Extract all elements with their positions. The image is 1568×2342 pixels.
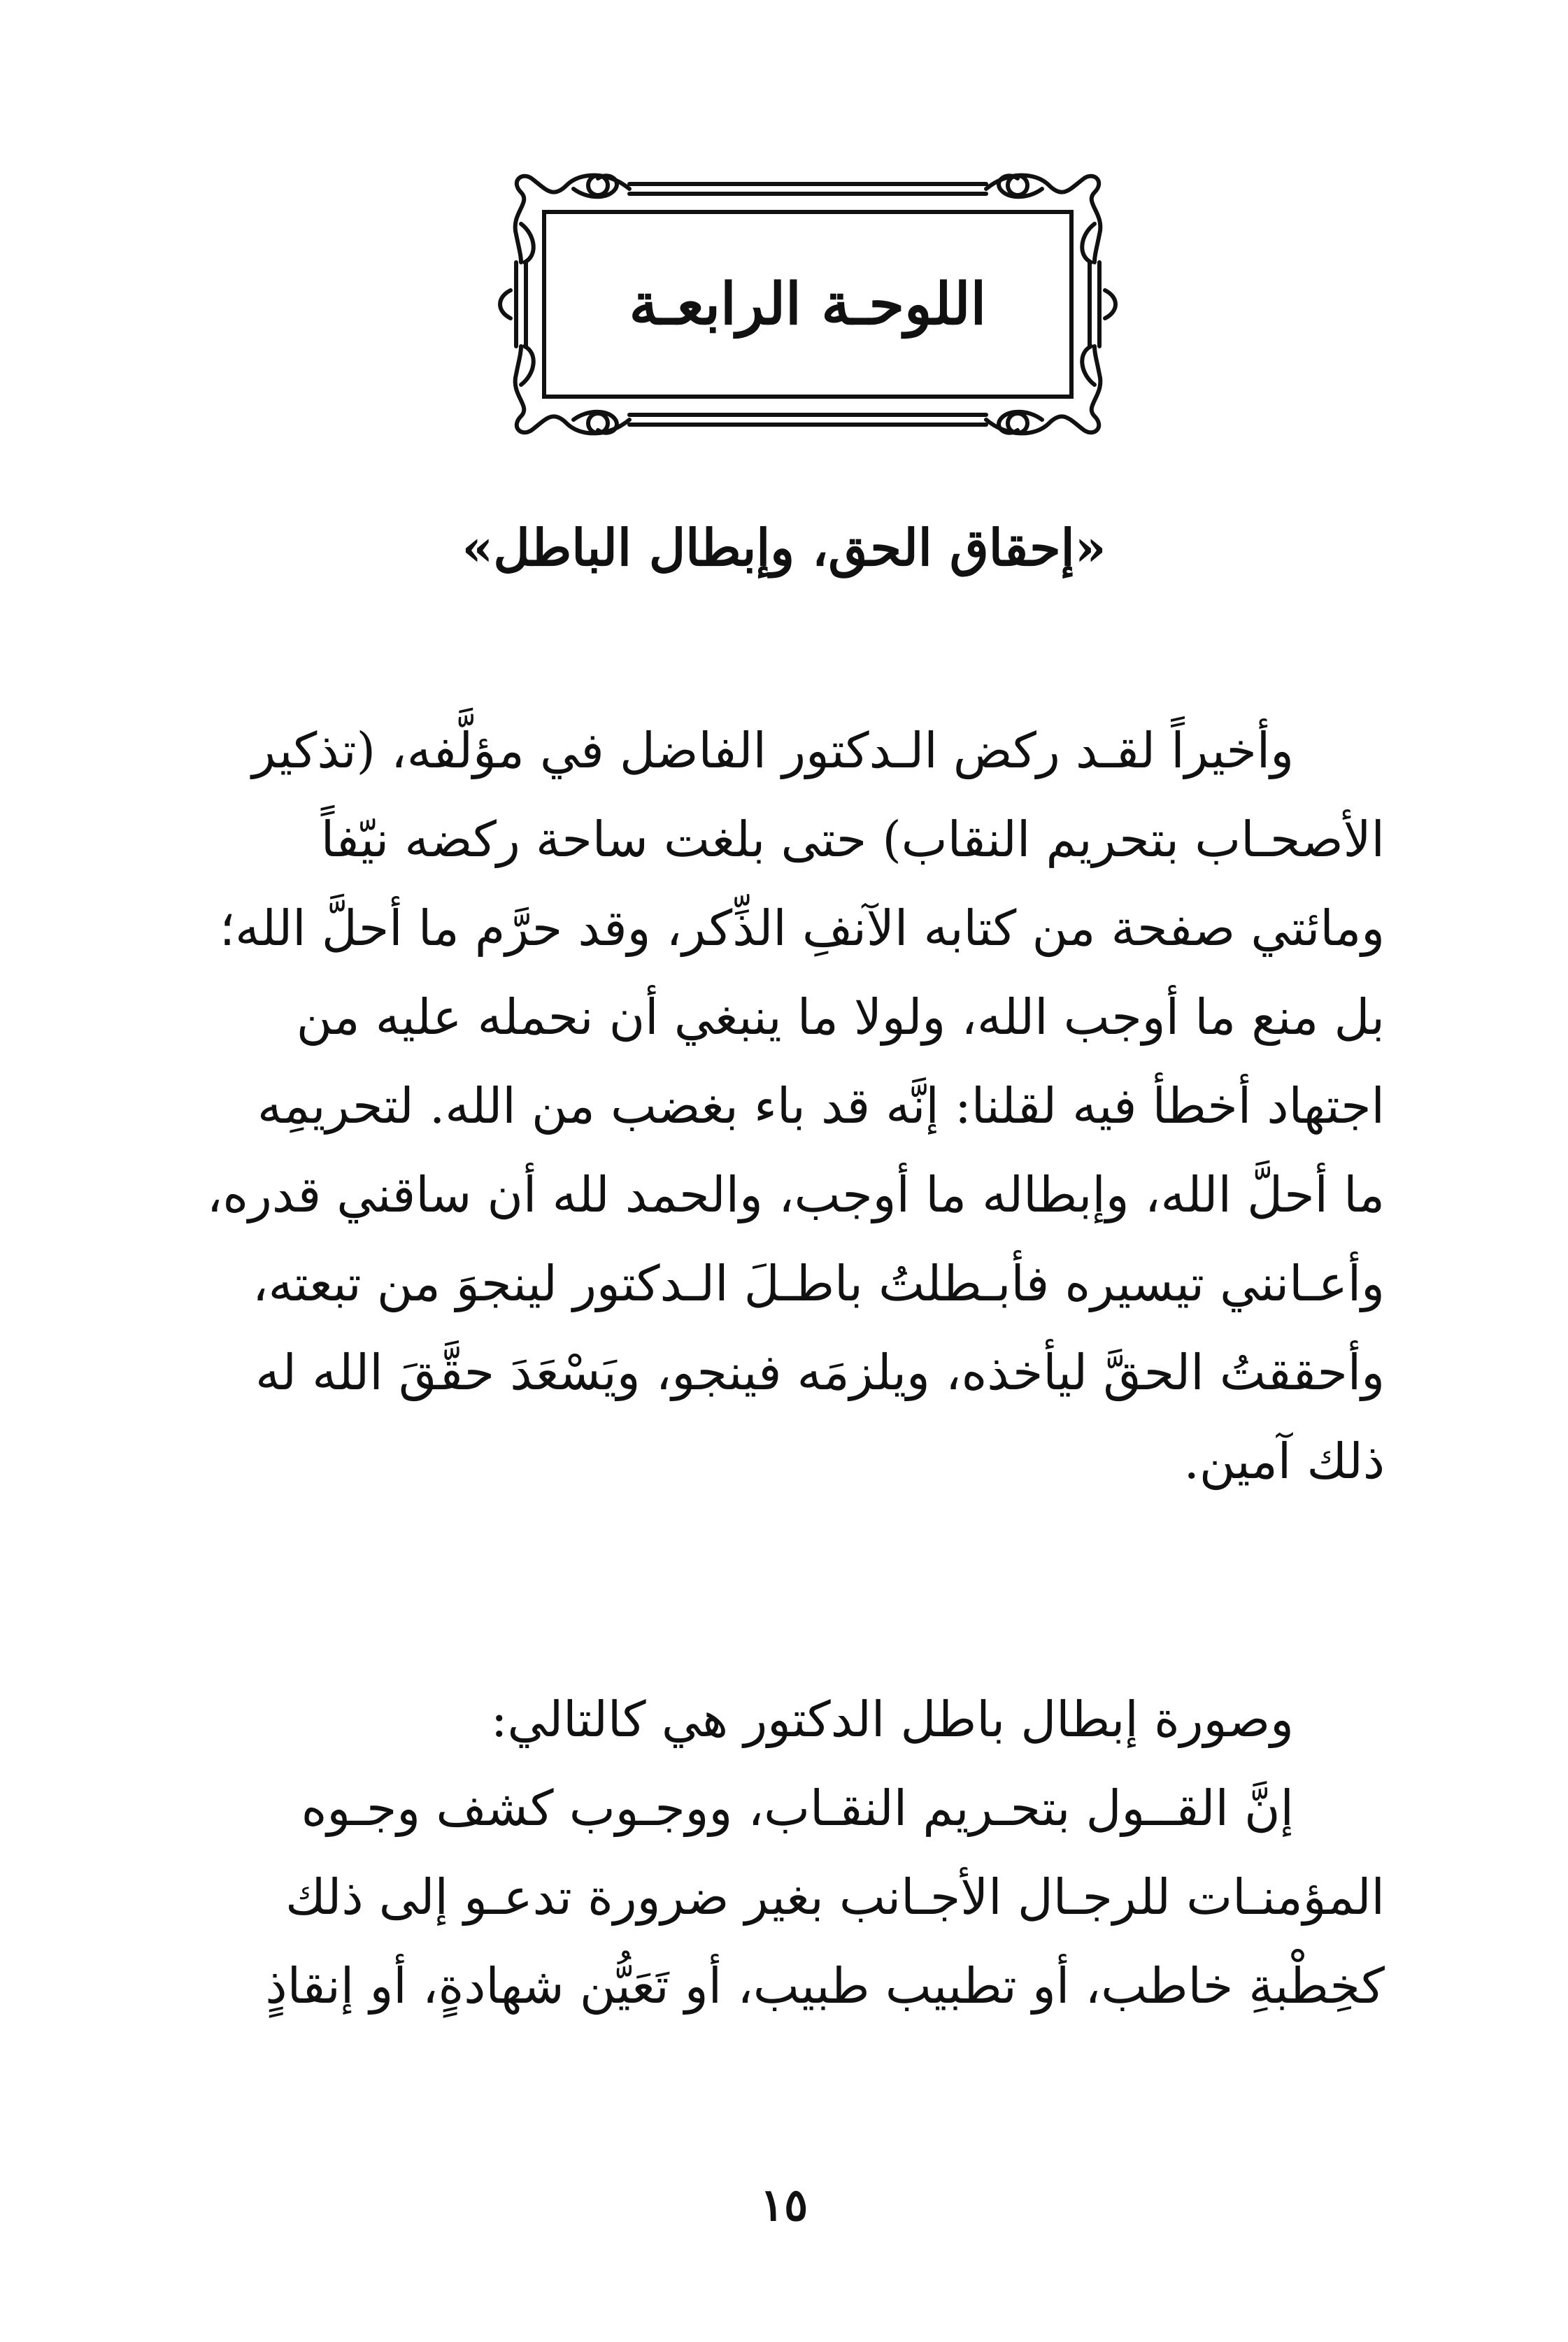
text-line: كخِطْبةِ خاطب، أو تطبيب طبيب، أو تَعَيُّن شهادةٍ، أو إنقاذٍ [265, 1957, 1385, 2015]
text-line: وصورة إبطال باطل الدكتور هي كالتالي: [490, 1691, 1294, 1748]
text-line: ما أحلَّ الله، وإبطاله ما أوجب، والحمد لله أن ساقني قدره، [206, 1166, 1385, 1223]
text-line: ومائتي صفحة من كتابه الآنفِ الذِّكر، وقد حرَّم ما أحلَّ الله؛ [219, 900, 1385, 957]
text-line: الأصحـاب بتحريم النقاب) حتى بلغت ساحة ركضه نيّفاً [320, 811, 1385, 868]
text-line: المؤمنـات للرجـال الأجـانب بغير ضرورة تدعـو إلى ذلك [285, 1868, 1385, 1926]
frame-title: اللوحـة الرابعـة [629, 271, 987, 338]
text-line: وأعـانني تيسيره فأبـطلتُ باطـلَ الـدكتور لينجوَ من تبعته، [252, 1255, 1385, 1312]
text-line: وأحققتُ الحقَّ ليأخذه، ويلزمَه فينجو، ويَسْعَدَ حقَّقَ الله له [255, 1344, 1385, 1401]
text-line: بل منع ما أوجب الله، ولولا ما ينبغي أن نحمله عليه من [296, 988, 1385, 1046]
paragraph-1 [150, 707, 1385, 1506]
section-subtitle: «إحقاق الحق، وإبطال الباطل» [462, 518, 1106, 577]
ornamental-title-frame [483, 157, 1133, 451]
text-line: ذلك آمين. [1183, 1433, 1385, 1490]
text-line: إنَّ القــول بتحـريم النقـاب، ووجـوب كشف وجـوه [301, 1780, 1294, 1837]
text-line: اجتهاد أخطأ فيه لقلنا: إنَّه قد باء بغضب من الله. لتحريمِه [257, 1077, 1385, 1135]
text-line: وأخيراً لقـد ركض الـدكتور الفاضل في مؤلَّفه، (تذكير [252, 722, 1294, 779]
page-number: ١٥ [760, 2179, 808, 2231]
paragraph-2 [150, 1675, 1385, 2031]
